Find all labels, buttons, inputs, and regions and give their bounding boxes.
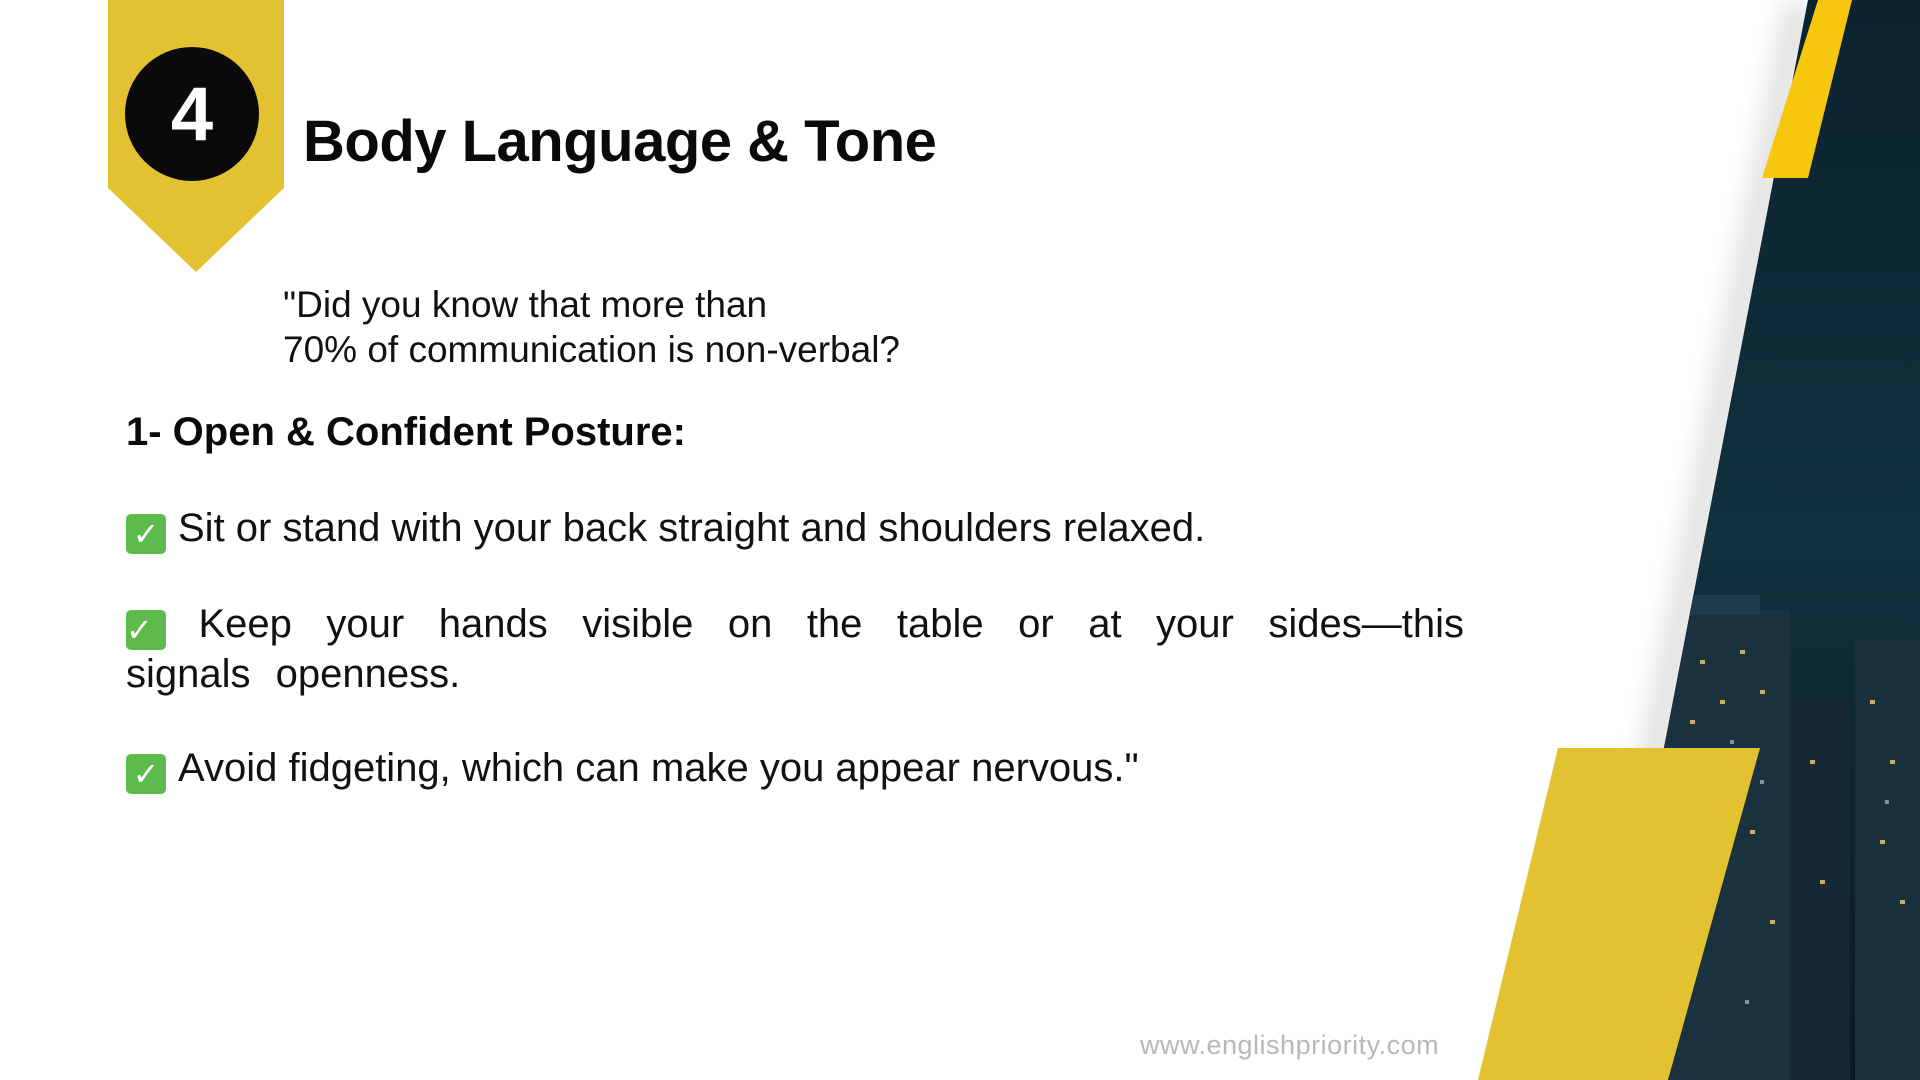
slide-title: Body Language & Tone [303,109,937,174]
footer-website-url: www.englishpriority.com [1140,1030,1440,1060]
quote-line-2: 70% of communication is non-verbal? [283,329,900,370]
bullet-item [126,600,1464,698]
check-mark-icon: ✓ [126,754,166,794]
bullet-item [126,504,1464,554]
section-heading: 1- Open & Confident Posture: [126,410,686,454]
bullet-item [126,744,1464,794]
bullet-text: Sit or stand with your back straight and shoulders relaxed. [178,506,1206,550]
bullet-text: Avoid fidgeting, which can make you appear nervous." [178,746,1139,790]
check-mark-icon: ✓ [126,514,166,554]
check-mark-icon: ✓ [126,610,166,650]
quote-line-1: "Did you know that more than [283,284,768,325]
bullet-text: Keep your hands visible on the table or at your sides—this signals openness. [126,602,1464,696]
step-number-badge: 4 [125,47,259,181]
